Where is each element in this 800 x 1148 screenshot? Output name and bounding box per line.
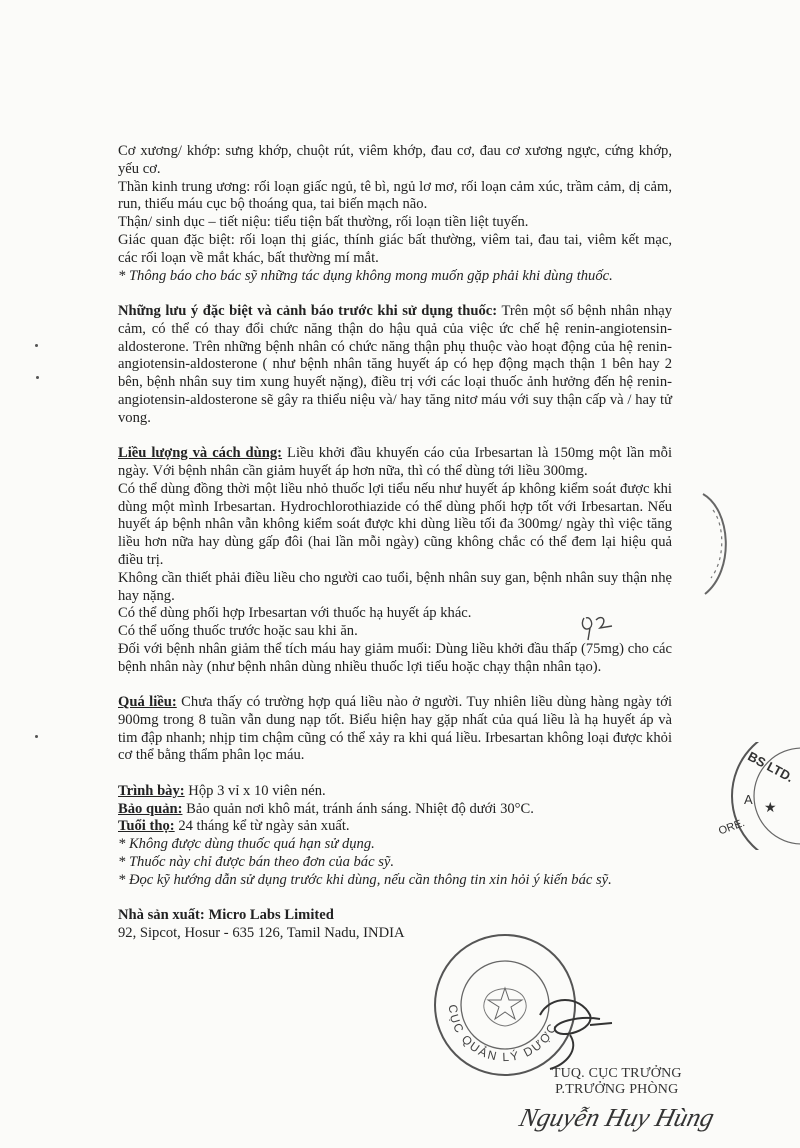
storage-label: Bảo quản: — [118, 800, 183, 817]
side-effect-cns: Thần kinh trung ương: rối loạn giấc ngủ, tê bì, ngủ lơ mơ, rối loạn cảm xúc, trầm cảm, dị cảm, run, thiếu máu cục bộ thoáng qua, tai biến mạch não. — [118, 178, 672, 213]
signature-title-1: TUQ. CỤC TRƯỞNG — [551, 1066, 682, 1081]
side-effect-senses: Giác quan đặc biệt: rối loạn thị giác, thính giác bất thường, viêm tai, đau tai, viêm kết mạc, các rối loạn về mắt khác, bất thường mí mắt. — [118, 231, 672, 266]
overdose-section — [118, 694, 672, 765]
product-note: * Đọc kỹ hướng dẫn sử dụng trước khi dùng, nếu cần thông tin xin hỏi ý kiến bác sỹ. — [118, 871, 612, 888]
stamp-arc-text: CỤC QUẢN LÝ DƯỢC — [445, 1003, 561, 1065]
manufacturer-address: 92, Sipcot, Hosur - 635 126, Tamil Nadu, INDIA — [118, 925, 405, 942]
side-effect-note: * Thông báo cho bác sỹ những tác dụng không mong muốn gặp phải khi dùng thuốc. — [118, 267, 613, 284]
shelf-life-line — [118, 818, 672, 836]
storage-value: Bảo quản nơi khô mát, tránh ánh sáng. Nhiệt độ dưới 30°C. — [186, 800, 534, 817]
scan-dot — [35, 344, 38, 347]
svg-text:A: A — [744, 792, 753, 807]
side-stamp-text: BS LTD. — [745, 748, 797, 786]
warnings-section — [118, 303, 672, 428]
dosage-paragraph-3: Có thể dùng phối hợp Irbesartan với thuốc hạ huyết áp khác. — [118, 605, 472, 622]
svg-text:★: ★ — [764, 799, 777, 815]
manufacturer-name: Micro Labs Limited — [208, 907, 334, 924]
manufacturer-label: Nhà sản xuất: — [118, 907, 205, 924]
warnings-body: Trên một số bệnh nhân nhạy cảm, có thể có thay đổi chức năng thận do hậu quả của việc ức chế hệ renin-angiotensin-aldosterone. Trên những bệnh nhân có chức năng thận phụ thuộc vào hoạt động của hệ renin-angiotensin-aldosterone ( như bệnh nhân tăng huyết áp có hẹp động mạch thận 1 bên hay 2 bên, bệnh nhân suy tim xung huyết nặng), điều trị với các loại thuốc ảnh hưởng đến hệ renin-angiotensin-aldosterone sẽ gây ra thiểu niệu và/ hay tăng nitơ máu với suy thận cấp và / hay tử vong. — [118, 302, 673, 426]
product-note: * Không được dùng thuốc quá hạn sử dụng. — [118, 836, 375, 853]
leaflet-text — [118, 143, 672, 943]
overdose-body: Chưa thấy có trường hợp quá liều nào ở người. Tuy nhiên liều dùng hàng ngày tới 900mg trong 8 tuần vẫn dung nạp tốt. Biểu hiện hay gặp nhất của quá liều là hạ huyết áp và tim đập nhanh; nhịp tim chậm cũng có thể xảy ra khi quá liều. Irbesartan không loại được khỏi cơ thể bằng thẩm phân lọc máu. — [118, 694, 673, 764]
side-effect-musculoskeletal: Cơ xương/ khớp: sưng khớp, chuột rút, viêm khớp, đau cơ, đau cơ xương ngực, cứng khớp, yếu cơ. — [118, 143, 672, 177]
product-note: * Thuốc này chỉ được bán theo đơn của bác sỹ. — [118, 854, 395, 871]
presentation-line — [118, 783, 672, 801]
dosage-intro-block — [118, 445, 672, 481]
signature-scrawl — [520, 985, 620, 1075]
signatory-name: Nguyễn Huy Hùng — [516, 1103, 718, 1132]
dosage-paragraph-1: Có thể dùng đồng thời một liều nhỏ thuốc lợi tiểu nếu như huyết áp không kiểm soát được khi dùng một mình Irbesartan. Hydrochlorothiazide có thể dùng phối hợp tốt với Irbesartan. Nếu huyết áp bệnh nhân vẫn không kiểm soát được khi dùng liều tối đa 300mg/ ngày thì việc tăng liều hơn nữa hay dùng gấp đôi (hai lần mỗi ngày) cũng không chắc có thể đem lại hiệu quả điều trị. — [118, 480, 672, 568]
storage-line — [118, 801, 672, 819]
warnings-heading: Những lưu ý đặc biệt và cảnh báo trước khi sử dụng thuốc: — [118, 302, 498, 319]
presentation-label: Trình bày: — [118, 782, 185, 799]
side-effect-renal: Thận/ sinh dục – tiết niệu: tiểu tiện bất thường, rối loạn tiền liệt tuyến. — [118, 214, 529, 231]
manufacturer-line — [118, 907, 672, 925]
dosage-paragraph-4: Có thể uống thuốc trước hoặc sau khi ăn. — [118, 623, 358, 640]
edge-stamp-lower — [712, 742, 800, 850]
scan-dot — [35, 735, 38, 738]
dosage-paragraph-5: Đối với bệnh nhân giảm thể tích máu hay giảm muối: Dùng liều khởi đầu thấp (75mg) cho các bệnh nhân này (như bệnh nhân dùng nhiều thuốc lợi tiểu hoặc chạy thận nhân tạo). — [118, 640, 672, 675]
signature-title-2: P.TRƯỞNG PHÒNG — [555, 1082, 679, 1097]
presentation-value: Hộp 3 vỉ x 10 viên nén. — [188, 782, 326, 799]
overdose-heading: Quá liều: — [118, 694, 177, 711]
dosage-heading: Liều lượng và cách dùng: — [118, 445, 283, 462]
dosage-intro: Liều khởi đầu khuyến cáo của Irbesartan là 150mg một lần mỗi ngày. Với bệnh nhân cần giảm huyết áp hơn nữa, thì có thể dùng tới liều 300mg. — [118, 445, 672, 479]
scan-dot — [36, 376, 39, 379]
dosage-paragraph-2: Không cần thiết phải điều liều cho người cao tuổi, bệnh nhân suy gan, bệnh nhân suy thận nhẹ hay nặng. — [118, 569, 672, 604]
shelf-life-label: Tuổi thọ: — [118, 818, 175, 835]
edge-stamp-upper — [695, 490, 735, 600]
handwritten-initials — [578, 610, 618, 644]
shelf-life-value: 24 tháng kể từ ngày sản xuất. — [178, 818, 350, 835]
svg-text:ORE.: ORE. — [717, 817, 747, 838]
signature-block — [516, 1066, 718, 1132]
